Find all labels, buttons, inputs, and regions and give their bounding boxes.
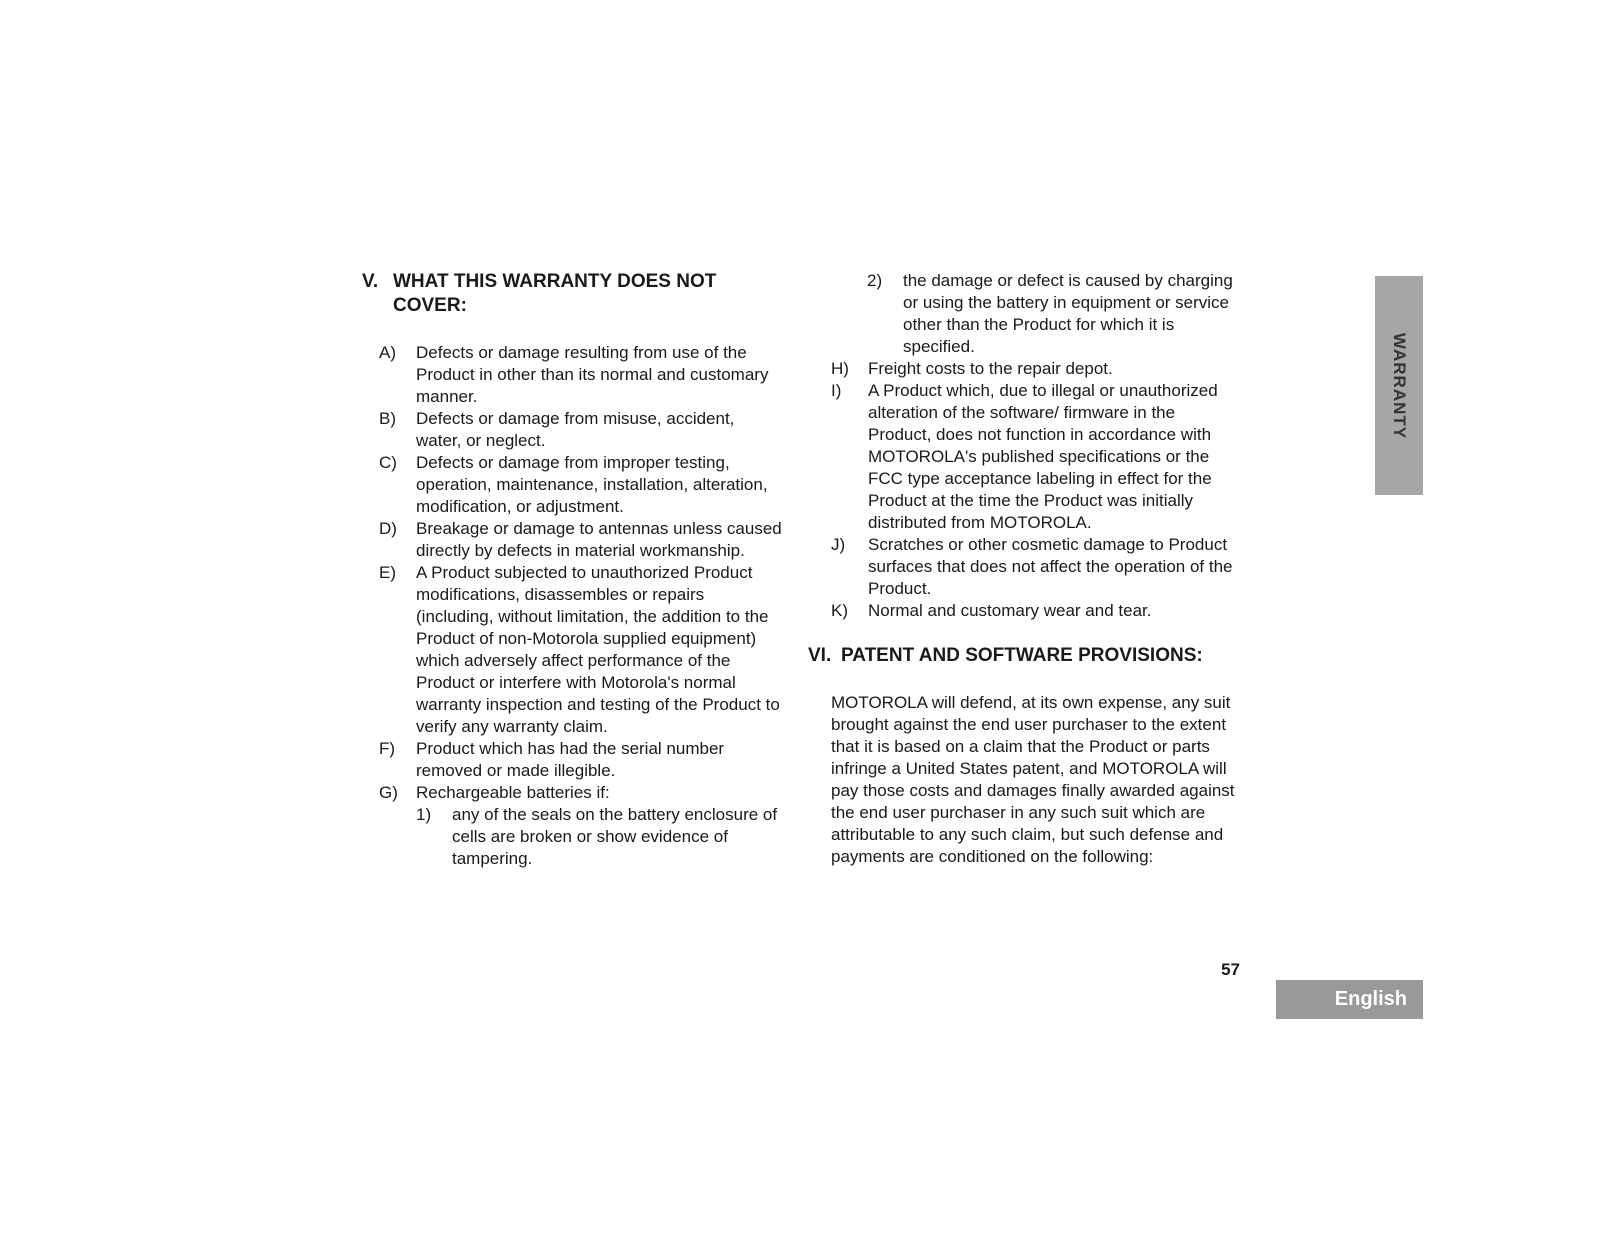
item-label: A)	[379, 343, 396, 362]
item-label: F)	[379, 739, 396, 758]
sub-list-item	[808, 270, 1238, 358]
list-item	[379, 738, 782, 782]
sub-item-text: the damage or defect is caused by charging or using the battery in equipment or service other than the Product for which it is specified.	[903, 271, 1233, 356]
list-item	[379, 782, 782, 804]
item-text: Product which has had the serial number removed or made illegible.	[416, 739, 725, 780]
item-text: Normal and customary wear and tear.	[868, 601, 1152, 620]
list-item	[379, 518, 782, 562]
item-text: Freight costs to the repair depot.	[868, 359, 1113, 378]
item-label: D)	[379, 519, 397, 538]
section-v-number: V.	[362, 271, 379, 292]
section-v-heading	[362, 270, 782, 318]
item-label: B)	[379, 409, 396, 428]
item-text: A Product which, due to illegal or unauthorized alteration of the software/ firmware in the Product, does not function in accordance with MOTOROLA's published specifications or the FCC type acceptance labeling in effect for the Product at the time the Product was initially distributed from MOTOROLA.	[868, 381, 1218, 532]
item-label: H)	[831, 359, 849, 378]
item-label: C)	[379, 453, 397, 472]
item-label: G)	[379, 783, 398, 802]
item-text: Defects or damage from misuse, accident, water, or neglect.	[416, 409, 735, 450]
section-vi-title: PATENT AND SOFTWARE PROVISIONS:	[841, 645, 1203, 666]
exclusions-list-continued	[808, 270, 1238, 622]
list-item	[379, 562, 782, 738]
item-label: K)	[831, 601, 848, 620]
item-text: A Product subjected to unauthorized Product modifications, disassembles or repairs (including, without limitation, the addition to the Product of non-Motorola supplied equipment) which adversely affect performance of the Product or interfere with Motorola's normal warranty inspection and testing of the Product to verify any warranty claim.	[416, 563, 780, 736]
item-text: Breakage or damage to antennas unless caused directly by defects in material workmanship.	[416, 519, 782, 560]
page-number: 57	[1221, 960, 1240, 979]
sub-item-label: 1)	[416, 805, 432, 824]
item-text: Scratches or other cosmetic damage to Product surfaces that does not affect the operation of the Product.	[868, 535, 1233, 598]
exclusions-list	[362, 342, 782, 870]
item-text: Rechargeable batteries if:	[416, 783, 610, 802]
section-v-title: WHAT THIS WARRANTY DOES NOT COVER:	[393, 271, 717, 316]
section-vi-number: VI.	[808, 645, 832, 666]
warranty-tab-label: WARRANTY	[1390, 332, 1409, 439]
warranty-side-tab	[1375, 276, 1423, 495]
item-label: I)	[831, 381, 842, 400]
right-column	[808, 270, 1238, 868]
section-vi-heading	[808, 644, 1238, 668]
item-label: J)	[831, 535, 846, 554]
language-tab: English	[1276, 980, 1423, 1019]
list-item	[808, 534, 1238, 600]
sub-list-item	[379, 804, 782, 870]
list-item	[808, 380, 1238, 534]
item-text: Defects or damage from improper testing, operation, maintenance, installation, alteration, modification, or adjustment.	[416, 453, 768, 516]
list-item	[379, 452, 782, 518]
left-column	[362, 270, 782, 870]
item-label: E)	[379, 563, 396, 582]
list-item	[808, 358, 1238, 380]
list-item	[379, 342, 782, 408]
sub-item-text: any of the seals on the battery enclosure of cells are broken or show evidence of tampering.	[452, 805, 778, 868]
item-text: Defects or damage resulting from use of the Product in other than its normal and customary manner.	[416, 343, 769, 406]
patent-paragraph: MOTOROLA will defend, at its own expense, any suit brought against the end user purchaser to the extent that it is based on a claim that the Product or parts infringe a United States patent, and MOTOROLA will pay those costs and damages finally awarded against the end user purchaser in any such suit which are attributable to any such claim, but such defense and payments are conditioned on the following:	[831, 693, 1235, 866]
sub-item-label: 2)	[867, 271, 883, 290]
list-item	[379, 408, 782, 452]
list-item	[808, 600, 1238, 622]
